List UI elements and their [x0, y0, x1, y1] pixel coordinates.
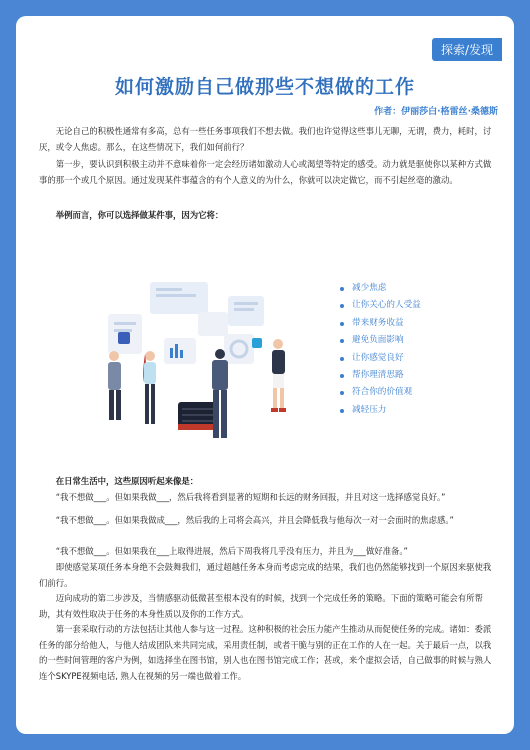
section-tag[interactable]: 探索/发现 [432, 38, 502, 61]
reason-item: 带来财务收益 [338, 315, 421, 332]
paragraph-step-one: 第一步，要认识到积极主动并不意味着你一定会经历诸如激动人心或渴望等特定的感受。动力就是驱使你以某种方式做事的那一个或几个原因。通过发现某件事蕴含的有个人意义的为什么，你就可以决定做它，而不引起丝毫的激动。 [39, 159, 492, 185]
reasons-list [338, 280, 421, 419]
paragraph-social-pressure: 第一套采取行动的方法包括让其他人参与这一过程。这种积极的社会压力能产生推动从而促使任务的完成。诸如：委派任务的部分给他人，与他人结成团队来共同完成，采用责任制，或者干脆与别的正在工作的人在一起。关于最后一点，以我的一些时间管理的客户为例，如选择坐在图书馆，别人也在图书馆完成工作；甚或，来个虚拟会话，自己做事的时候与熟人连个SKYPE视频电话, 熟人在视频的另一端也做着工作。 [39, 624, 492, 681]
paragraph-example-lead: 举例而言，你可以选择做某件事，因为它将： [55, 210, 224, 220]
reason-item: 避免负面影响 [338, 332, 421, 349]
reason-item: 减轻压力 [338, 402, 421, 419]
article-page [16, 16, 514, 734]
article-title: 如何激励自己做那些不想做的工作 [114, 76, 415, 98]
quote-one: “我不想做___。但如果我做___，然后我将看到显著的短期和长远的财务回报，并且对这一选择感觉良好。” [55, 492, 446, 502]
quote-three: “我不想做___。但如果我在___上取得进展，然后下周我将几乎没有压力，并且为___做好准备。” [55, 546, 408, 556]
reason-item: 减少焦虑 [338, 280, 421, 297]
article-author: 作者：伊丽莎白·格雷丝·桑德斯 [374, 107, 498, 117]
reason-item: 符合你的价值观 [338, 384, 421, 401]
paragraph-intro: 无论自己的积极性通常有多高，总有一些任务事项我们不想去做。我们也许觉得这些事儿无聊，无谓，费力，耗时，讨厌，或令人焦虑。那么，在这些情况下，我们如何前行？ [39, 126, 492, 152]
paragraph-beyond-task: 即使感觉某项任务本身绝不会鼓舞我们，通过超越任务本身而考虑完成的结果，我们也仍然能够找到一个原因来驱使我们前行。 [39, 562, 492, 588]
team-illustration [78, 274, 318, 449]
quote-two: “我不想做___。但如果我做成___，然后我的上司将会高兴，并且会降低我与他每次一对一会面时的焦虑感。” [55, 515, 454, 525]
reason-item: 帮你理清思路 [338, 367, 421, 384]
reason-item: 让你感觉良好 [338, 350, 421, 367]
reason-item: 让你关心的人受益 [338, 297, 421, 314]
paragraph-step-two: 迈向成功的第二步涉及，当情感驱动低微甚至根本没有的时候，找到一个完成任务的策略。下面的策略可能会有所帮助，其有效性取决于任务的本身性质以及你的工作方式。 [39, 593, 483, 619]
paragraph-daily-life: 在日常生活中，这些原因听起来像是： [55, 476, 199, 486]
